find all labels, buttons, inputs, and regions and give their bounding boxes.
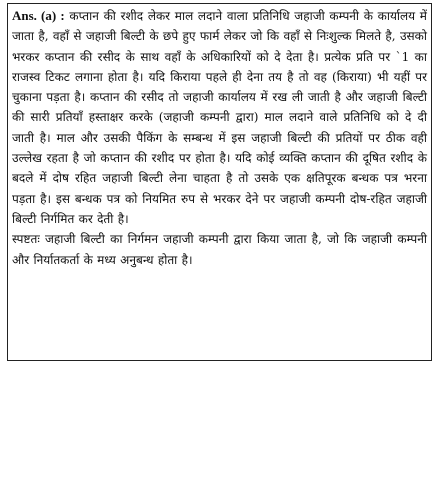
answer-text-1: कप्तान की रशीद लेकर माल लदाने वाला प्रतिनिधि जहाजी कम्पनी के कार्यालय में जाता है, वहाँ से जहाजी बिल्टी के छपे हुए फार्म लेकर जो कि वहाँ से निःशुल्क मिलते है, उसको भरकर कप्तान की रसीद के साथ वहाँ के अधिकारियों को दे देता है। प्रत्येक प्रति पर `1 का राजस्व टिकट लगाना होता है। यदि किराया पहले ही देना तय है तो वह (किराया) भी यहीं पर चुकाना पड़ता है। कप्तान की रसीद तो जहाजी कार्यालय में रख ली जाती है और जहाजी बिल्टी की सारी प्रतियाँ हस्ताक्षर करके (जहाजी कम्पनी द्वारा) माल लदाने वाले प्रतिनिधि को दे दी जाती है। माल और उसकी पैकिंग के सम्बन्ध में इस जहाजी बिल्टी की प्रतियों पर ठीक वही उल्लेख रहता है जो कप्तान की रशीद पर होता है। यदि कोई व्यक्ति कप्तान की दूषित रशीद के बदले में दोष रहित जहाजी बिल्टी लेना चाहता है तो उसके एक क्षतिपूरक बन्धक पत्र भरना पड़ता है। इस बन्धक पत्र को नियमित रुप से भरकर देने पर जहाजी कम्पनी दोष-रहित जहाजी बिल्टी निर्गमित कर देती है। <box>12 9 427 226</box>
answer-paragraph-1 <box>12 6 427 229</box>
answer-paragraph-2: स्पष्टतः जहाजी बिल्टी का निर्गमन जहाजी कम्पनी द्वारा किया जाता है, जो कि जहाजी कम्पनी और निर्यातकर्ता के मध्य अनुबन्ध होता है। <box>12 232 427 267</box>
answer-box <box>7 3 432 361</box>
answer-label: Ans. (a) : <box>12 8 65 23</box>
